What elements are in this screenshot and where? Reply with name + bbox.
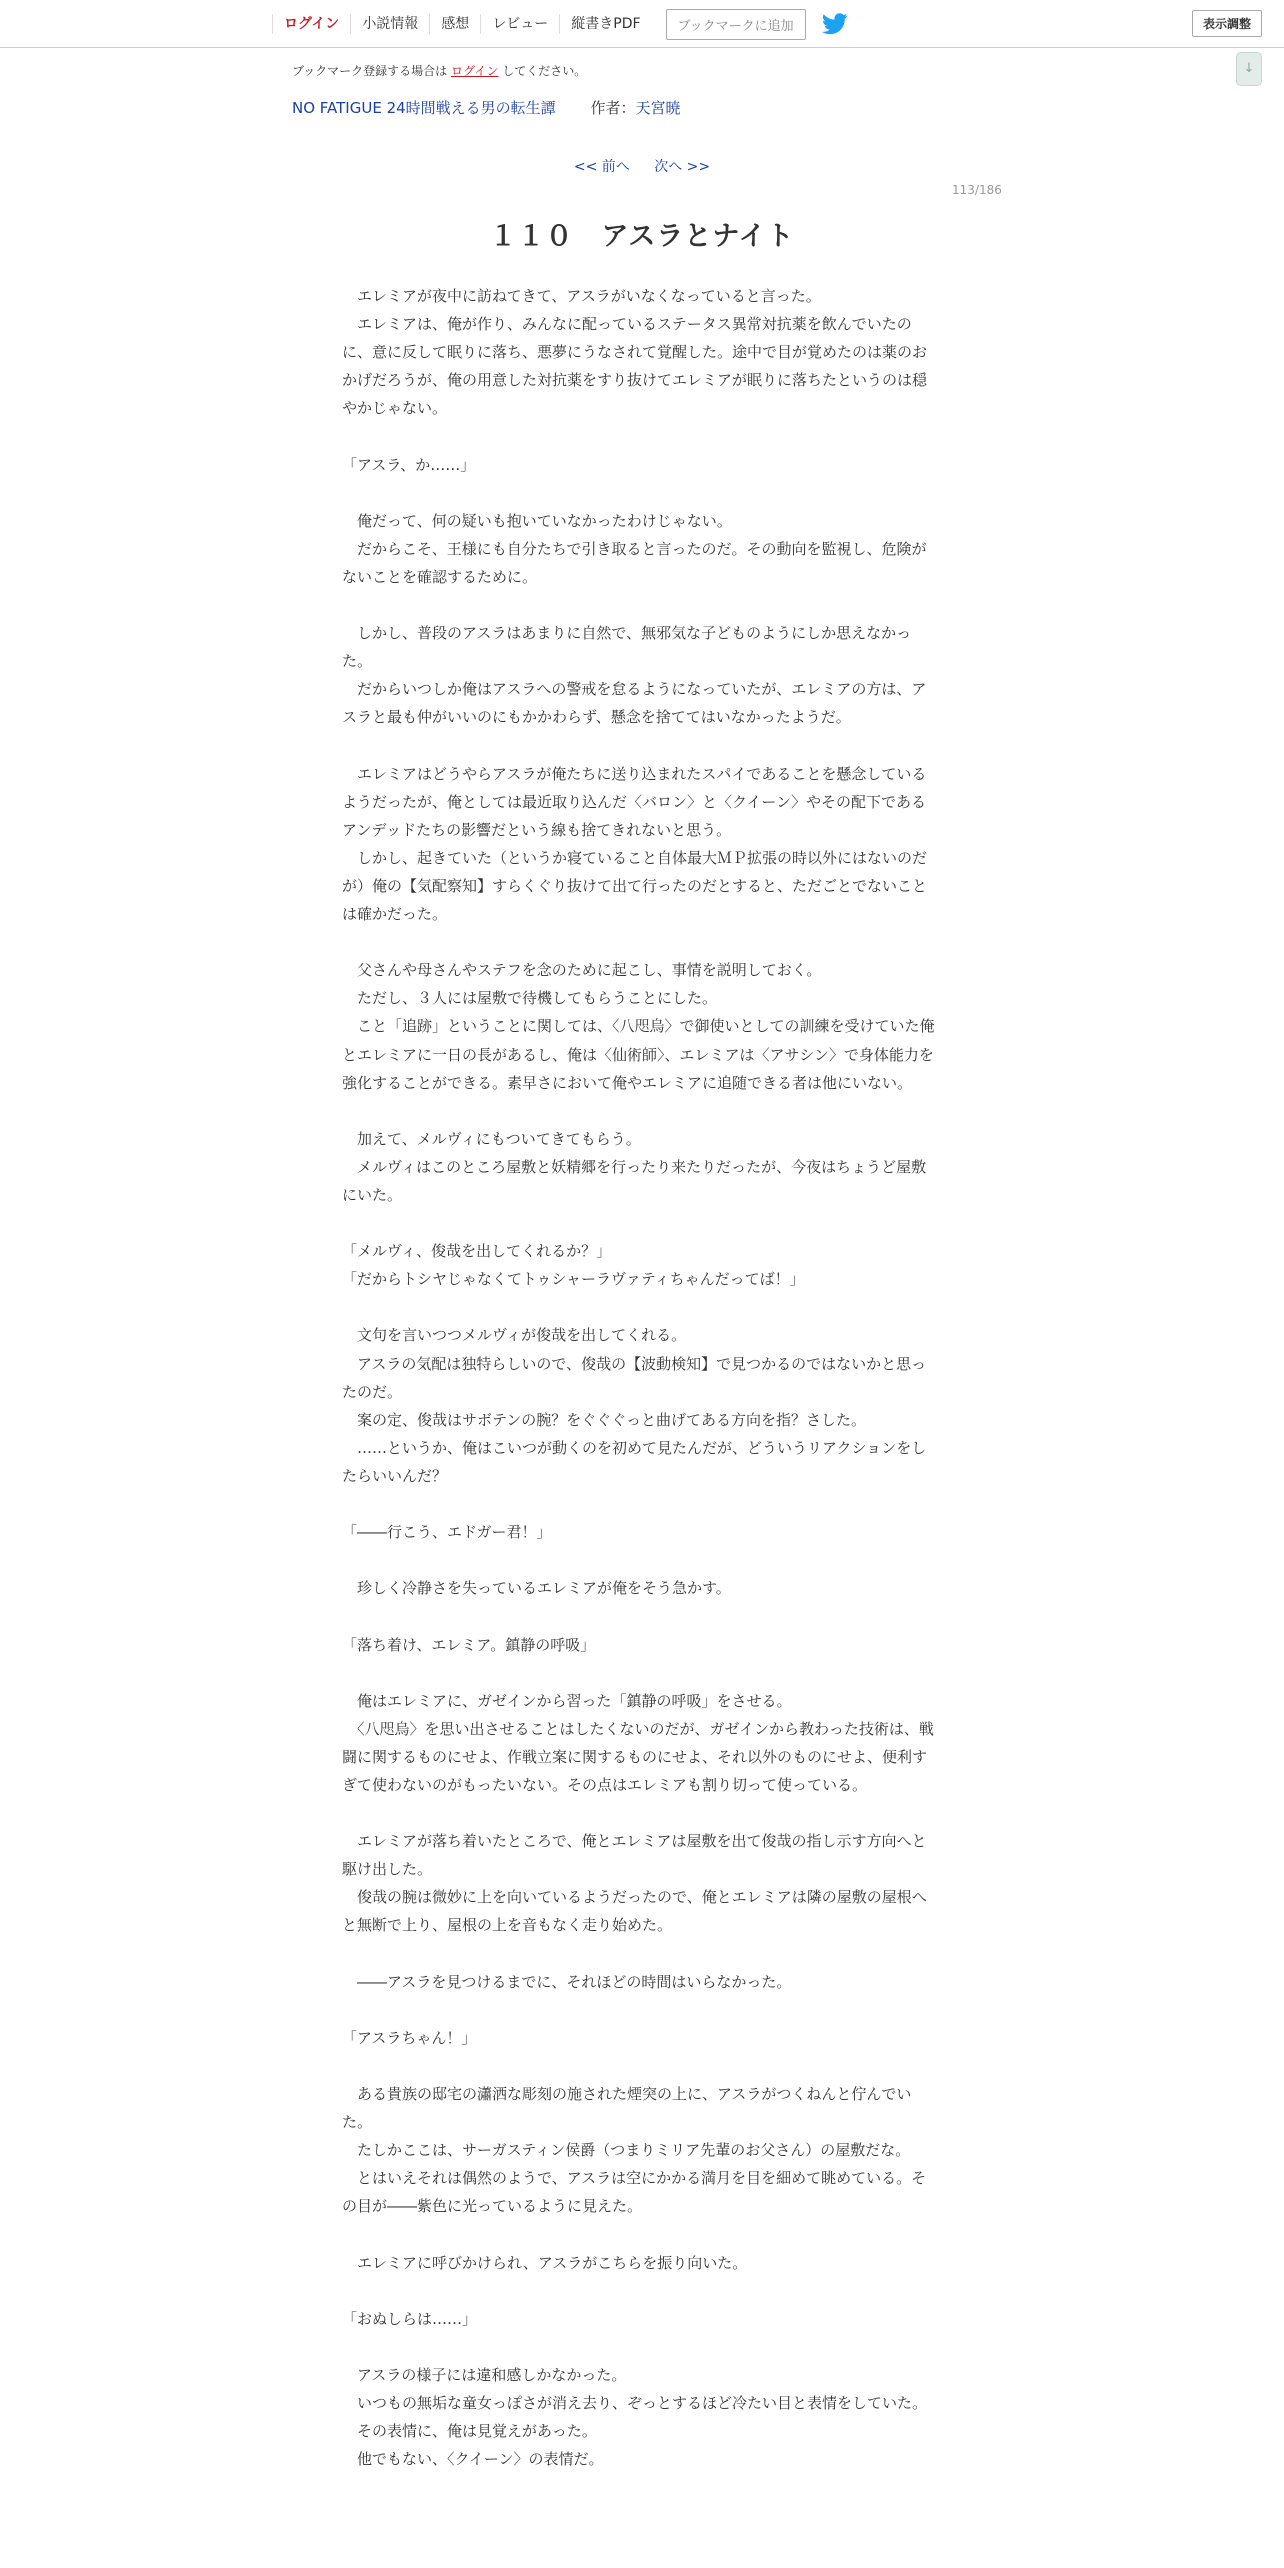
display-settings-button[interactable]: 表示調整	[1192, 10, 1262, 37]
novel-paragraph: 「おぬしらは……」	[342, 2309, 478, 2328]
novel-paragraph: エレミアが夜中に訪ねてきて、アスラがいなくなっていると言った。	[342, 287, 821, 305]
novel-paragraph	[342, 2333, 936, 2361]
nav-menu	[272, 0, 848, 48]
novel-paragraph: 他でもない、〈クイーン〉の表情だ。	[342, 2450, 604, 2469]
novel-paragraph: メルヴィはこのところ屋敷と妖精郷を行ったり来たりだったが、今夜はちょうど屋敷にいた。	[342, 1157, 927, 1204]
novel-paragraph	[342, 591, 936, 619]
novel-paragraph	[342, 479, 936, 507]
novel-paragraph	[342, 1659, 936, 1687]
novel-paragraph: 俺だって、何の疑いも抱いていなかったわけじゃない。	[342, 511, 732, 530]
novel-paragraph: 父さんや母さんやステフを念のために起こし、事情を説明しておく。	[342, 961, 822, 980]
novel-paragraph: 俊哉の腕は微妙に上を向いているようだったので、俺とエレミアは隣の屋敷の屋根へと無断で上り、屋根の上を音もなく走り始めた。	[342, 1888, 927, 1935]
novel-paragraph: こと「追跡」ということに関しては、〈八咫烏〉で御使いとしての訓練を受けていた俺とエレミアに一日の長があるし、俺は〈仙術師〉、エレミアは〈アサシン〉で身体能力を強化することができる。素早さにおいて俺やエレミアに追随できる者は他にいない。	[342, 1017, 935, 1092]
nav-review-link[interactable]: レビュー	[480, 14, 559, 34]
twitter-icon[interactable]	[822, 13, 848, 35]
novel-paragraph	[342, 1996, 936, 2024]
novel-paragraph: エレミアが落ち着いたところで、俺とエレミアは屋敷を出て俊哉の指し示す方向へと駆け出した。	[342, 1832, 927, 1879]
novel-paragraph	[342, 422, 936, 450]
novel-paragraph	[342, 1209, 936, 1237]
novel-paragraph	[342, 1602, 936, 1630]
series-title-link[interactable]: NO FATIGUE 24時間戦える男の転生譚	[292, 99, 556, 117]
novel-paragraph: 「だからトシヤじゃなくてトゥシャーラヴァティちゃんだってば！」	[342, 1270, 805, 1289]
novel-paragraph: 俺はエレミアに、ガゼインから習った「鎮静の呼吸」をさせる。	[342, 1691, 792, 1710]
novel-paragraph	[342, 1293, 936, 1321]
next-chapter-link[interactable]: 次へ >>	[654, 159, 711, 175]
novel-paragraph: とはいえそれは偶然のようで、アスラは空にかかる満月を目を細めて眺めている。その目が――紫色に光っているように見えた。	[342, 2169, 927, 2216]
novel-paragraph: だからこそ、王様にも自分たちで引き取ると言ったのだ。その動向を監視し、危険がないことを確認するために。	[342, 539, 927, 586]
novel-paragraph: 加えて、メルヴィにもついてきてもらう。	[342, 1129, 641, 1148]
novel-paragraph: 「アスラちゃん！」	[342, 2028, 477, 2047]
nav-login-link[interactable]: ログイン	[272, 14, 350, 34]
novel-paragraph	[342, 1940, 936, 1968]
novel-paragraph: アスラの様子には違和感しかなかった。	[342, 2365, 627, 2384]
bookmark-notice	[292, 62, 586, 79]
novel-paragraph: 珍しく冷静さを失っているエレミアが俺をそう急かす。	[342, 1579, 731, 1598]
add-bookmark-button[interactable]: ブックマークに追加	[666, 9, 806, 40]
nav-novel-info-link[interactable]: 小説情報	[350, 14, 429, 34]
novel-paragraph	[342, 2220, 936, 2248]
scroll-down-button[interactable]: ↓	[1236, 52, 1262, 86]
novel-paragraph	[342, 2052, 936, 2080]
novel-paragraph: しかし、普段のアスラはあまりに自然で、無邪気な子どものようにしか思えなかった。	[342, 624, 912, 671]
novel-paragraph: 「メルヴィ、俊哉を出してくれるか？」	[342, 1242, 612, 1261]
novel-paragraph	[342, 2277, 936, 2305]
notice-suffix: してください。	[502, 64, 587, 78]
chapter-pager	[0, 156, 1284, 176]
novel-paragraph: 案の定、俊哉はサボテンの腕？をぐぐぐっと曲げてある方向を指？さした。	[342, 1410, 866, 1429]
nav-vertical-pdf-link[interactable]: 縦書きPDF	[559, 14, 651, 34]
top-navigation-bar	[0, 0, 1284, 48]
novel-paragraph: 「――行こう、エドガー君！」	[342, 1523, 552, 1542]
novel-paragraph	[342, 1490, 936, 1518]
novel-paragraph	[342, 1546, 936, 1574]
novel-paragraph: ――アスラを見つけるまでに、それほどの時間はいらなかった。	[342, 1972, 792, 1991]
novel-paragraph: 「落ち着け、エレミア。鎮静の呼吸」	[342, 1635, 596, 1654]
novel-paragraph: 文句を言いつつメルヴィが俊哉を出してくれる。	[342, 1326, 687, 1345]
series-info	[292, 97, 680, 118]
novel-paragraph	[342, 1799, 936, 1827]
novel-paragraph: アスラの気配は独特らしいので、俊哉の【波動検知】で見つかるのではないかと思ったのだ。	[342, 1354, 927, 1401]
novel-paragraph: ……というか、俺はこいつが動くのを初めて見たんだが、どういうリアクションをしたらいいんだ？	[342, 1438, 927, 1485]
novel-paragraph: たしかここは、サーガスティン侯爵（つまりミリア先輩のお父さん）の屋敷だな。	[342, 2141, 911, 2160]
novel-paragraph: その表情に、俺は見覚えがあった。	[342, 2422, 597, 2441]
novel-paragraph: しかし、起きていた（というか寝ていること自体最大ＭＰ拡張の時以外にはないのだが）俺の【気配察知】すらくぐり抜けて出て行ったのだとすると、ただごとでないことは確かだった。	[342, 848, 928, 924]
chapter-title: １１０ アスラとナイト	[489, 221, 795, 252]
novel-paragraph: だからいつしか俺はアスラへの警戒を怠るようになっていたが、エレミアの方は、アスラと最も仲がいいのにもかかわらず、懸念を捨ててはいなかったようだ。	[342, 680, 927, 727]
novel-paragraph: 〈八咫烏〉を思い出させることはしたくないのだが、ガゼインから教わった技術は、戦闘に関するものにせよ、作戦立案に関するものにせよ、それ以外のものにせよ、便利すぎて使わないのがもったいない。その点はエレミアも割り切って使っている。	[342, 1719, 934, 1794]
notice-prefix: ブックマーク登録する場合は	[292, 64, 448, 78]
novel-paragraph: エレミアに呼びかけられ、アスラがこちらを振り向いた。	[342, 2253, 748, 2272]
author-link[interactable]: 天宮暁	[635, 99, 681, 117]
notice-login-link[interactable]: ログイン	[451, 64, 499, 78]
author-label: 作者：	[590, 99, 636, 117]
chapter-count: 113/186	[952, 183, 1002, 197]
novel-paragraph	[342, 1097, 936, 1125]
novel-paragraph: ただし、３人には屋敷で待機してもらうことにした。	[342, 989, 718, 1008]
novel-paragraph	[342, 928, 936, 956]
novel-paragraph: エレミアはどうやらアスラが俺たちに送り込まれたスパイであることを懸念しているようだったが、俺としては最近取り込んだ〈バロン〉と〈クイーン〉やその配下であるアンデッドたちの影響だという線も捨てきれないと思う。	[342, 764, 927, 839]
novel-paragraph: エレミアは、俺が作り、みんなに配っているステータス異常対抗薬を飲んでいたのに、意に反して眠りに落ち、悪夢にうなされて覚醒した。途中で目が覚めたのは薬のおかげだろうが、俺の用意した対抗薬をすり抜けてエレミアが眠りに落ちたというのは穏やかじゃない。	[342, 315, 928, 418]
novel-paragraph: いつもの無垢な童女っぽさが消え去り、ぞっとするほど冷たい目と表情をしていた。	[342, 2394, 928, 2413]
novel-body	[342, 282, 936, 2473]
prev-chapter-link[interactable]: << 前へ	[573, 159, 630, 175]
novel-paragraph	[342, 732, 936, 760]
novel-paragraph: ある貴族の邸宅の瀟洒な彫刻の施された煙突の上に、アスラがつくねんと佇んでいた。	[342, 2085, 912, 2132]
novel-paragraph: 「アスラ、か……」	[342, 455, 476, 474]
nav-impressions-link[interactable]: 感想	[429, 14, 480, 34]
